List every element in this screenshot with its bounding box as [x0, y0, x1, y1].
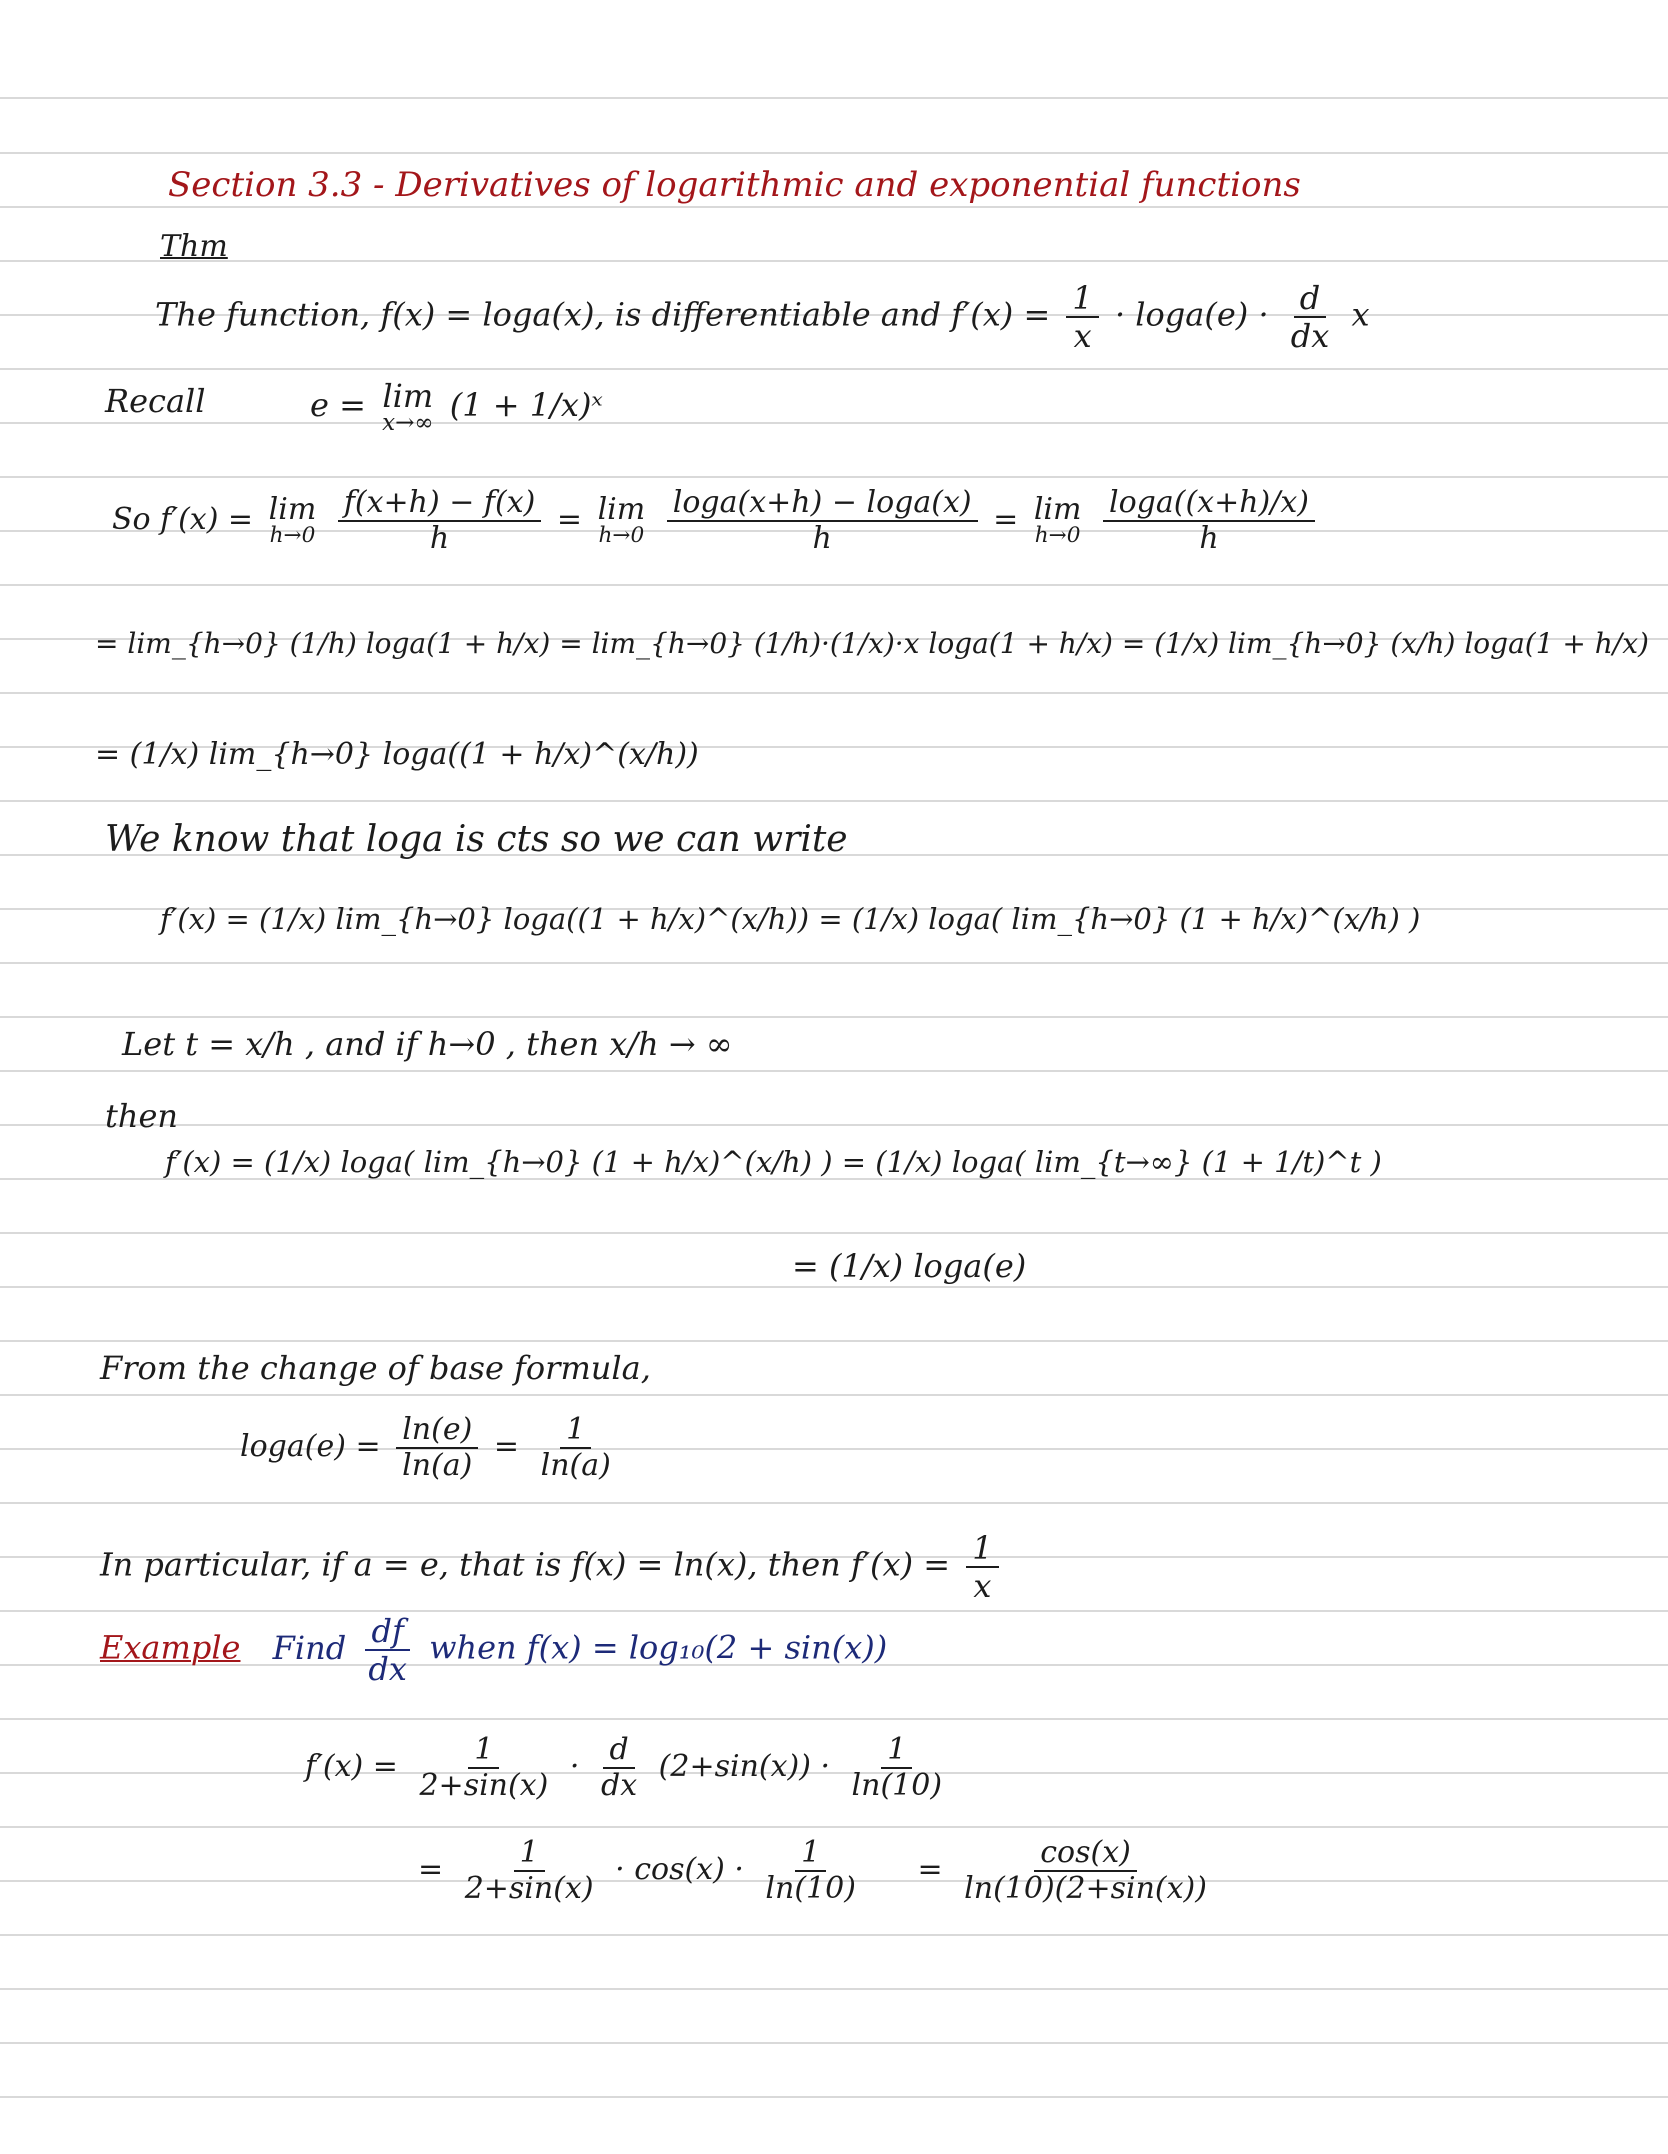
sol1-fraction-2-den: ln(10): [851, 1768, 943, 1803]
sol1-fraction-1-num: 1: [468, 1735, 499, 1769]
so-fraction-1-num: f(x+h) − f(x): [338, 488, 542, 522]
so-lim-1-word: lim: [268, 492, 317, 528]
base-fraction-1-num: ln(e): [396, 1415, 478, 1449]
example-label: Example: [100, 1628, 241, 1667]
so-fraction-1-den: h: [429, 521, 450, 556]
sol1-derivative: [595, 1732, 643, 1803]
theorem-fraction-num: 1: [1066, 282, 1098, 318]
sol2-result: [958, 1835, 1213, 1906]
natural-log-case: [100, 1529, 1005, 1605]
then-label: then: [105, 1097, 179, 1135]
example-find: Find: [272, 1628, 347, 1667]
sol1-lhs: f′(x) =: [305, 1749, 398, 1784]
base-fraction-1-den: ln(a): [402, 1448, 473, 1483]
example-derivative-den: dx: [368, 1650, 407, 1688]
recall-limit: [382, 377, 434, 436]
base-fraction-1: [396, 1412, 478, 1483]
particular-text: In particular, if a = e, that is f(x) = ln(x), then f′(x) =: [100, 1545, 951, 1584]
change-of-base-formula: [240, 1412, 623, 1483]
sol2-fraction-1-num: 1: [514, 1838, 545, 1872]
recall-lim-word: lim: [382, 377, 434, 415]
theorem-derivative-den: dx: [1290, 317, 1330, 355]
theorem-fraction: [1066, 279, 1098, 355]
solution-step-2: [418, 1835, 1219, 1906]
sol2-eq: =: [418, 1852, 444, 1887]
so-lim-2-sub: h→0: [598, 523, 645, 549]
base-fraction-2: [535, 1412, 617, 1483]
example-derivative: [362, 1612, 413, 1688]
derivation-step-3: = (1/x) lim_{h→0} loga((1 + h/x)^(x/h)): [95, 737, 699, 772]
sol1-fraction-2-num: 1: [881, 1735, 912, 1769]
so-fraction-3: [1103, 485, 1315, 556]
so-limit-2: [597, 492, 646, 549]
so-lim-1-sub: h→0: [269, 523, 316, 549]
sol2-fraction-1: [459, 1835, 600, 1906]
derivation-step-2: = lim_{h→0} (1/h) loga(1 + h/x) = lim_{h→0} (1/h)·(1/x)·x loga(1 + h/x) = (1/x) lim_{h→0} (x/h) loga(1 + h/x): [95, 627, 1649, 660]
theorem-fraction-den: x: [1073, 317, 1092, 355]
section-title: Section 3.3 - Derivatives of logarithmic and exponential functions: [168, 165, 1301, 205]
example-prompt: [100, 1612, 888, 1688]
theorem-derivative-num: d: [1294, 282, 1326, 318]
continuity-remark: We know that loga is cts so we can write: [105, 819, 848, 860]
sol1-fraction-1-den: 2+sin(x): [419, 1768, 549, 1803]
so-fraction-2-den: h: [812, 521, 832, 556]
particular-fraction-den: x: [973, 1567, 992, 1605]
so-fraction-3-num: loga((x+h)/x): [1103, 488, 1315, 522]
theorem-tail: x: [1351, 295, 1370, 334]
sol2-fraction-2: [759, 1835, 862, 1906]
recall-label: Recall: [105, 382, 206, 420]
so-limit-3: [1033, 492, 1082, 549]
sol2-dot: ·: [615, 1852, 625, 1887]
sol2-mid: cos(x) ·: [634, 1852, 744, 1887]
derivative-limit-line: [112, 485, 1321, 556]
sol2-fraction-2-den: ln(10): [765, 1871, 856, 1906]
base-lhs: loga(e) =: [240, 1429, 381, 1464]
so-fraction-3-den: h: [1199, 521, 1219, 556]
particular-fraction: [966, 1529, 998, 1605]
solution-step-1: [305, 1732, 954, 1803]
so-lim-3-word: lim: [1033, 492, 1082, 528]
then-result: = (1/x) loga(e): [792, 1247, 1027, 1285]
sol2-fraction-2-num: 1: [795, 1838, 826, 1872]
so-eq-1: =: [556, 502, 583, 537]
base-eq: =: [493, 1429, 520, 1464]
sol1-fraction-1: [413, 1732, 554, 1803]
theorem-statement: [155, 279, 1370, 355]
recall-lhs: e =: [310, 386, 366, 425]
base-fraction-2-den: ln(a): [540, 1448, 611, 1483]
theorem-mid: · loga(e) ·: [1114, 295, 1269, 334]
base-fraction-2-num: 1: [560, 1415, 591, 1449]
recall-body: (1 + 1/x)ˣ: [449, 386, 603, 425]
limit-inside-log-line: f′(x) = (1/x) lim_{h→0} loga((1 + h/x)^(x/h)) = (1/x) loga( lim_{h→0} (1 + h/x)^(x/h) ): [160, 902, 1421, 936]
sol1-fraction-2: [846, 1732, 949, 1803]
then-derivation: f′(x) = (1/x) loga( lim_{h→0} (1 + h/x)^(x/h) ) = (1/x) loga( lim_{t→∞} (1 + 1/t)^t ): [165, 1145, 1382, 1179]
theorem-derivative: [1285, 279, 1336, 355]
particular-fraction-num: 1: [966, 1532, 998, 1568]
example-when: when f(x) = log₁₀(2 + sin(x)): [429, 1628, 888, 1667]
sol1-dot: ·: [569, 1749, 580, 1784]
so-lead: So f′(x) =: [112, 502, 254, 537]
sol2-eq-2: =: [917, 1852, 943, 1887]
sol2-result-den: ln(10)(2+sin(x)): [964, 1871, 1207, 1906]
substitution-line: Let t = x/h , and if h→0 , then x/h → ∞: [122, 1025, 733, 1063]
so-fraction-1: [338, 485, 542, 556]
sol1-mid: (2+sin(x)) ·: [658, 1749, 830, 1784]
theorem-text: The function, f(x) = loga(x), is differentiable and f′(x) =: [155, 295, 1051, 334]
recall-definition: [310, 377, 603, 436]
sol1-derivative-den: dx: [600, 1768, 638, 1803]
change-of-base-intro: From the change of base formula,: [100, 1349, 651, 1387]
recall-lim-sub: x→∞: [382, 410, 434, 436]
thm-label: Thm: [160, 229, 228, 264]
so-fraction-2-num: loga(x+h) − loga(x): [667, 488, 978, 522]
so-eq-2: =: [993, 502, 1019, 537]
so-lim-3-sub: h→0: [1034, 523, 1081, 549]
so-fraction-2: [667, 485, 978, 556]
so-lim-2-word: lim: [597, 492, 646, 528]
sol1-derivative-num: d: [603, 1735, 634, 1769]
so-limit-1: [268, 492, 317, 549]
sol2-fraction-1-den: 2+sin(x): [464, 1871, 594, 1906]
sol2-result-num: cos(x): [1034, 1838, 1137, 1872]
example-derivative-num: df: [365, 1615, 409, 1651]
